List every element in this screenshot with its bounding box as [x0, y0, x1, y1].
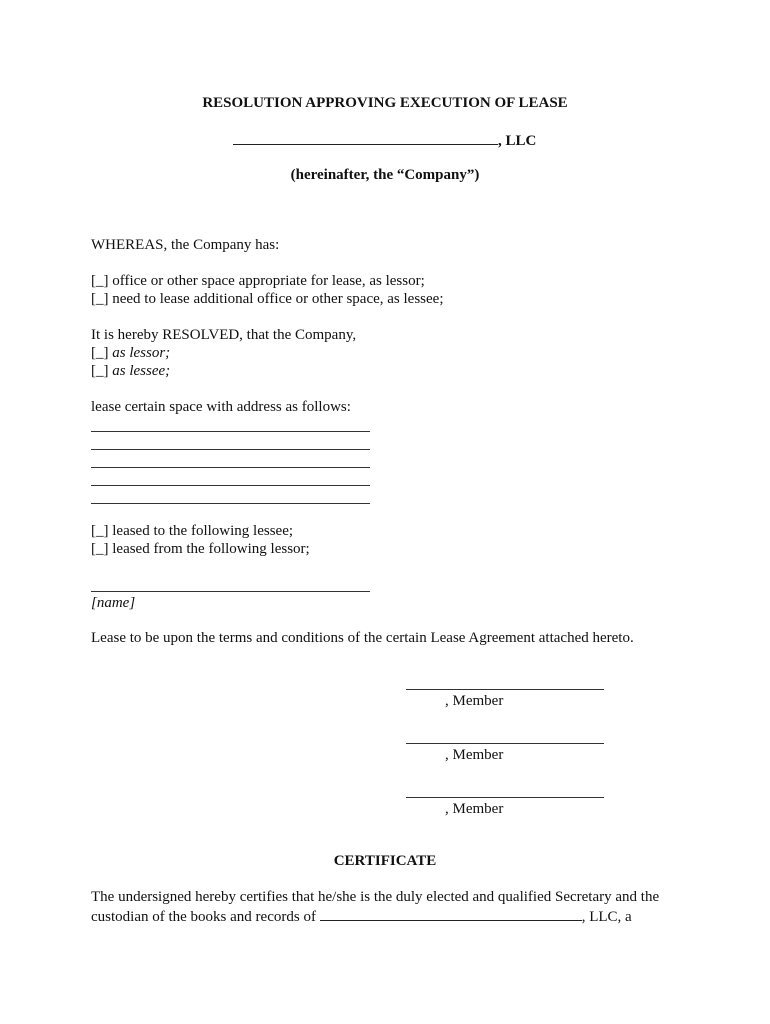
certificate-line-1: The undersigned hereby certifies that he/she is the duly elected and qualified Secretary and the [91, 889, 660, 905]
member-label-3: , Member [445, 801, 504, 817]
name-label: [name] [91, 595, 136, 611]
address-line-2[interactable] [91, 449, 370, 450]
certificate-line-2-suffix: , LLC, a [581, 909, 632, 925]
document-title: RESOLUTION APPROVING EXECUTION OF LEASE [202, 95, 568, 111]
resolved-option-lessor-label: as lessor; [112, 345, 171, 361]
checkbox-lessee[interactable]: [_] [91, 363, 109, 379]
member-label-1: , Member [445, 693, 504, 709]
signature-line-1[interactable] [406, 689, 604, 690]
member-label-2: , Member [445, 747, 504, 763]
certificate-title: CERTIFICATE [333, 853, 437, 869]
terms-paragraph: Lease to be upon the terms and conditions of the certain Lease Agreement attached hereto. [91, 630, 634, 646]
resolved-option-lessee-label: as lessee; [112, 363, 171, 379]
resolved-heading: It is hereby RESOLVED, that the Company, [91, 327, 357, 343]
certificate-line-2-prefix: custodian of the books and records of [91, 909, 316, 925]
address-line-1[interactable] [91, 431, 370, 432]
llc-name-blank[interactable] [320, 906, 582, 921]
lease-address-heading: lease certain space with address as follows: [91, 399, 351, 415]
address-line-4[interactable] [91, 485, 370, 486]
name-line[interactable] [91, 591, 370, 592]
hereinafter-line: (hereinafter, the “Company”) [290, 167, 480, 183]
party-option-lessee: [_] leased to the following lessee; [91, 523, 294, 539]
signature-line-2[interactable] [406, 743, 604, 744]
company-name-line [233, 130, 536, 150]
company-name-blank[interactable] [233, 130, 498, 145]
certificate-line-2 [91, 906, 632, 926]
checkbox-lessor[interactable]: [_] [91, 345, 109, 361]
address-line-3[interactable] [91, 467, 370, 468]
resolved-option-lessor [91, 344, 170, 362]
whereas-heading: WHEREAS, the Company has: [91, 237, 280, 253]
company-suffix: , LLC [498, 133, 537, 149]
address-line-5[interactable] [91, 503, 370, 504]
resolved-option-lessee [91, 362, 170, 380]
whereas-option-lessee: [_] need to lease additional office or other space, as lessee; [91, 291, 444, 307]
party-option-lessor: [_] leased from the following lessor; [91, 541, 310, 557]
whereas-option-lessor: [_] office or other space appropriate for lease, as lessor; [91, 273, 425, 289]
signature-line-3[interactable] [406, 797, 604, 798]
